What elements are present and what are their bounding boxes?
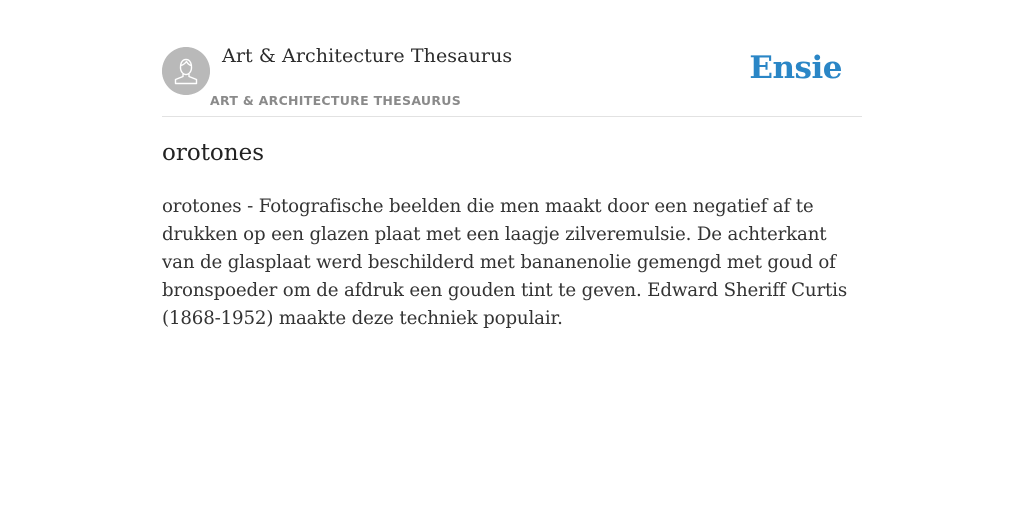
author-avatar[interactable] <box>162 47 210 95</box>
page-container <box>162 0 862 329</box>
author-subtitle: ART & ARCHITECTURE THESAURUS <box>210 93 462 108</box>
entry-term: orotones <box>162 140 265 166</box>
entry-header <box>162 0 862 117</box>
user-avatar-icon <box>162 47 210 95</box>
brand-logo[interactable]: Ensie <box>749 50 842 86</box>
author-name-link[interactable]: Art & Architecture Thesaurus <box>222 45 513 67</box>
entry-definition: orotones - Fotografische beelden die men maakt door een negatief af te drukken op een glazen plaat met een laagje zilveremulsie. De achterkant van de glasplaat werd beschilderd met bananenolie gemengd met goud of bronspoeder om de afdruk een gouden tint te geven. Edward Sheriff Curtis (1868-1952) maakte deze techniek populair. <box>162 196 848 329</box>
